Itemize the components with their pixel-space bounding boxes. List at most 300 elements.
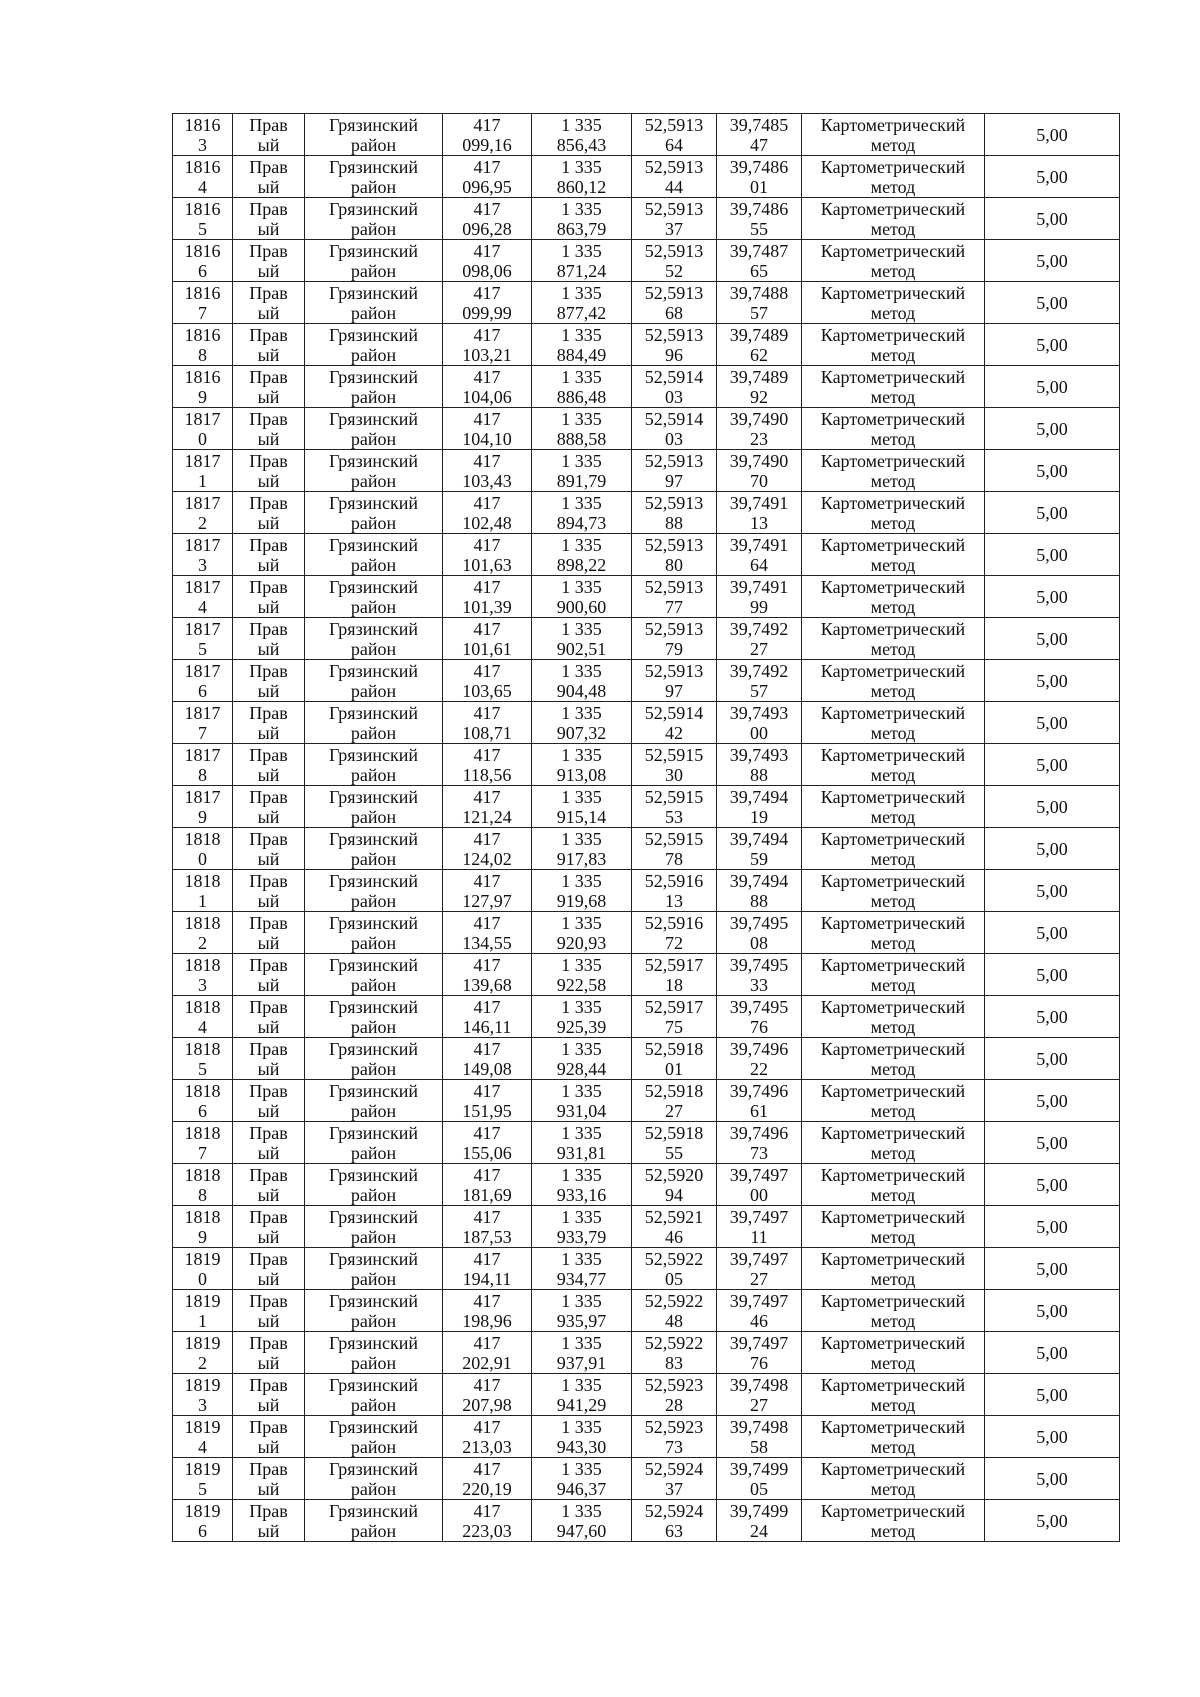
longitude-cell-line: 33 — [750, 974, 768, 995]
point-number-cell-line: 1818 — [184, 1080, 221, 1101]
district-cell-line: Грязинский — [329, 702, 418, 723]
accuracy-cell: 5,00 — [985, 534, 1120, 576]
x-coordinate-cell — [443, 450, 532, 492]
longitude-cell-line: 39,7496 — [729, 1080, 789, 1101]
point-number-cell — [173, 240, 233, 282]
x-coordinate-cell-line: 417 — [473, 1122, 501, 1143]
longitude-cell-line: 62 — [750, 344, 768, 365]
longitude-cell-line: 39,7492 — [729, 618, 789, 639]
y-coordinate-cell-line: 1 335 — [561, 324, 602, 345]
x-coordinate-cell — [443, 660, 532, 702]
table-row — [173, 408, 1120, 450]
bank-side-cell-line: ый — [257, 218, 280, 239]
x-coordinate-cell-line: 417 — [473, 366, 501, 387]
bank-side-cell — [233, 198, 305, 240]
x-coordinate-cell-line: 103,65 — [462, 680, 512, 701]
longitude-cell-line: 24 — [750, 1520, 768, 1541]
point-number-cell-line: 1819 — [184, 1416, 221, 1437]
y-coordinate-cell-line: 1 335 — [561, 450, 602, 471]
x-coordinate-cell-line: 181,69 — [462, 1184, 512, 1205]
bank-side-cell-line: ый — [257, 1100, 280, 1121]
point-number-cell-line: 5 — [198, 1478, 207, 1499]
bank-side-cell — [233, 618, 305, 660]
district-cell-line: Грязинский — [329, 828, 418, 849]
method-cell-line: метод — [870, 1184, 916, 1205]
district-cell-line: Грязинский — [329, 1416, 418, 1437]
longitude-cell-line: 39,7499 — [729, 1500, 789, 1521]
x-coordinate-cell-line: 417 — [473, 1500, 501, 1521]
point-number-cell-line: 1818 — [184, 1206, 221, 1227]
bank-side-cell-line: Прав — [249, 618, 288, 639]
table-row — [173, 1332, 1120, 1374]
accuracy-cell: 5,00 — [985, 1290, 1120, 1332]
method-cell — [802, 1080, 985, 1122]
method-cell-line: Картометрический — [820, 702, 966, 723]
y-coordinate-cell-line: 1 335 — [561, 1500, 602, 1521]
point-number-cell-line: 1819 — [184, 1332, 221, 1353]
longitude-cell — [717, 1500, 802, 1542]
latitude-cell-line: 52,5915 — [644, 828, 704, 849]
bank-side-cell-line: ый — [257, 638, 280, 659]
latitude-cell — [632, 1038, 717, 1080]
latitude-cell-line: 52,5913 — [644, 198, 704, 219]
method-cell-line: Картометрический — [820, 576, 966, 597]
method-cell — [802, 282, 985, 324]
bank-side-cell-line: ый — [257, 176, 280, 197]
method-cell — [802, 324, 985, 366]
latitude-cell-line: 52,5913 — [644, 156, 704, 177]
point-number-cell-line: 5 — [198, 218, 207, 239]
method-cell — [802, 534, 985, 576]
longitude-cell-line: 39,7487 — [729, 240, 789, 261]
longitude-cell-line: 65 — [750, 260, 768, 281]
longitude-cell-line: 39,7495 — [729, 912, 789, 933]
method-cell-line: Картометрический — [820, 996, 966, 1017]
district-cell-line: район — [350, 806, 397, 827]
x-coordinate-cell-line: 151,95 — [462, 1100, 512, 1121]
y-coordinate-cell-line: 919,68 — [556, 890, 607, 911]
y-coordinate-cell — [532, 702, 632, 744]
x-coordinate-cell — [443, 1080, 532, 1122]
district-cell-line: район — [350, 134, 397, 155]
district-cell-line: Грязинский — [329, 240, 418, 261]
x-coordinate-cell-line: 417 — [473, 240, 501, 261]
longitude-cell — [717, 1080, 802, 1122]
point-number-cell — [173, 576, 233, 618]
method-cell-line: метод — [870, 1268, 916, 1289]
district-cell-line: район — [350, 1016, 397, 1037]
method-cell — [802, 870, 985, 912]
y-coordinate-cell — [532, 744, 632, 786]
longitude-cell-line: 13 — [750, 512, 768, 533]
y-coordinate-cell-line: 915,14 — [556, 806, 607, 827]
x-coordinate-cell-line: 223,03 — [462, 1520, 512, 1541]
x-coordinate-cell — [443, 618, 532, 660]
longitude-cell — [717, 114, 802, 156]
point-number-cell-line: 1818 — [184, 828, 221, 849]
method-cell-line: метод — [870, 344, 916, 365]
bank-side-cell-line: Прав — [249, 324, 288, 345]
point-number-cell — [173, 954, 233, 996]
y-coordinate-cell-line: 856,43 — [556, 134, 607, 155]
district-cell-line: район — [350, 176, 397, 197]
longitude-cell — [717, 156, 802, 198]
latitude-cell — [632, 1374, 717, 1416]
x-coordinate-cell-line: 098,06 — [462, 260, 512, 281]
x-coordinate-cell-line: 417 — [473, 1290, 501, 1311]
latitude-cell-line: 52,5913 — [644, 240, 704, 261]
accuracy-cell: 5,00 — [985, 240, 1120, 282]
latitude-cell-line: 52,5923 — [644, 1374, 704, 1395]
longitude-cell-line: 39,7498 — [729, 1374, 789, 1395]
district-cell — [305, 1122, 443, 1164]
longitude-cell — [717, 408, 802, 450]
bank-side-cell — [233, 912, 305, 954]
latitude-cell-line: 52,5913 — [644, 324, 704, 345]
table-row — [173, 1038, 1120, 1080]
method-cell — [802, 1458, 985, 1500]
latitude-cell-line: 52 — [665, 260, 683, 281]
latitude-cell-line: 13 — [665, 890, 683, 911]
x-coordinate-cell-line: 121,24 — [462, 806, 512, 827]
method-cell — [802, 114, 985, 156]
x-coordinate-cell — [443, 1416, 532, 1458]
longitude-cell-line: 39,7491 — [729, 576, 789, 597]
latitude-cell — [632, 1416, 717, 1458]
accuracy-cell: 5,00 — [985, 744, 1120, 786]
district-cell-line: Грязинский — [329, 366, 418, 387]
method-cell — [802, 912, 985, 954]
district-cell-line: район — [350, 1436, 397, 1457]
x-coordinate-cell-line: 417 — [473, 954, 501, 975]
y-coordinate-cell-line: 937,91 — [556, 1352, 607, 1373]
y-coordinate-cell-line: 1 335 — [561, 408, 602, 429]
y-coordinate-cell-line: 931,04 — [556, 1100, 607, 1121]
y-coordinate-cell — [532, 1416, 632, 1458]
bank-side-cell-line: ый — [257, 1016, 280, 1037]
district-cell-line: район — [350, 974, 397, 995]
accuracy-cell: 5,00 — [985, 492, 1120, 534]
longitude-cell-line: 57 — [750, 680, 768, 701]
longitude-cell-line: 57 — [750, 302, 768, 323]
latitude-cell-line: 52,5922 — [644, 1290, 704, 1311]
table-row — [173, 1374, 1120, 1416]
table-row — [173, 534, 1120, 576]
latitude-cell-line: 78 — [665, 848, 683, 869]
district-cell-line: Грязинский — [329, 1332, 418, 1353]
x-coordinate-cell — [443, 1458, 532, 1500]
x-coordinate-cell — [443, 786, 532, 828]
latitude-cell-line: 73 — [665, 1436, 683, 1457]
bank-side-cell — [233, 114, 305, 156]
y-coordinate-cell — [532, 198, 632, 240]
y-coordinate-cell-line: 863,79 — [556, 218, 607, 239]
longitude-cell-line: 39,7491 — [729, 492, 789, 513]
district-cell — [305, 828, 443, 870]
longitude-cell-line: 27 — [750, 1268, 768, 1289]
accuracy-cell: 5,00 — [985, 996, 1120, 1038]
bank-side-cell-line: Прав — [249, 1080, 288, 1101]
method-cell — [802, 954, 985, 996]
x-coordinate-cell — [443, 492, 532, 534]
method-cell-line: Картометрический — [820, 1332, 966, 1353]
district-cell — [305, 1080, 443, 1122]
longitude-cell-line: 76 — [750, 1016, 768, 1037]
longitude-cell — [717, 702, 802, 744]
district-cell — [305, 156, 443, 198]
point-number-cell-line: 8 — [198, 1184, 207, 1205]
x-coordinate-cell-line: 417 — [473, 576, 501, 597]
bank-side-cell — [233, 492, 305, 534]
longitude-cell — [717, 996, 802, 1038]
method-cell-line: Картометрический — [820, 1038, 966, 1059]
point-number-cell-line: 1817 — [184, 786, 221, 807]
method-cell-line: Картометрический — [820, 324, 966, 345]
y-coordinate-cell — [532, 828, 632, 870]
y-coordinate-cell-line: 871,24 — [556, 260, 607, 281]
x-coordinate-cell — [443, 324, 532, 366]
bank-side-cell-line: Прав — [249, 828, 288, 849]
point-number-cell-line: 7 — [198, 1142, 207, 1163]
bank-side-cell-line: ый — [257, 806, 280, 827]
latitude-cell-line: 28 — [665, 1394, 683, 1415]
longitude-cell — [717, 198, 802, 240]
point-number-cell-line: 1819 — [184, 1374, 221, 1395]
longitude-cell — [717, 324, 802, 366]
point-number-cell-line: 1816 — [184, 366, 221, 387]
method-cell-line: метод — [870, 806, 916, 827]
latitude-cell-line: 53 — [665, 806, 683, 827]
y-coordinate-cell-line: 1 335 — [561, 534, 602, 555]
x-coordinate-cell-line: 417 — [473, 1332, 501, 1353]
bank-side-cell-line: ый — [257, 260, 280, 281]
y-coordinate-cell-line: 1 335 — [561, 996, 602, 1017]
longitude-cell-line: 39,7486 — [729, 198, 789, 219]
bank-side-cell — [233, 534, 305, 576]
accuracy-cell: 5,00 — [985, 156, 1120, 198]
latitude-cell-line: 52,5913 — [644, 492, 704, 513]
district-cell-line: Грязинский — [329, 1500, 418, 1521]
point-number-cell-line: 4 — [198, 1016, 207, 1037]
latitude-cell-line: 52,5913 — [644, 534, 704, 555]
district-cell-line: район — [350, 260, 397, 281]
district-cell — [305, 1500, 443, 1542]
x-coordinate-cell-line: 096,95 — [462, 176, 512, 197]
longitude-cell — [717, 1458, 802, 1500]
accuracy-cell: 5,00 — [985, 1500, 1120, 1542]
bank-side-cell-line: Прав — [249, 114, 288, 135]
method-cell-line: метод — [870, 554, 916, 575]
longitude-cell-line: 88 — [750, 890, 768, 911]
method-cell-line: Картометрический — [820, 492, 966, 513]
accuracy-cell: 5,00 — [985, 1458, 1120, 1500]
point-number-cell — [173, 324, 233, 366]
table-row — [173, 324, 1120, 366]
bank-side-cell-line: Прав — [249, 1500, 288, 1521]
latitude-cell — [632, 1458, 717, 1500]
bank-side-cell — [233, 702, 305, 744]
y-coordinate-cell-line: 1 335 — [561, 1206, 602, 1227]
y-coordinate-cell-line: 1 335 — [561, 282, 602, 303]
y-coordinate-cell — [532, 324, 632, 366]
method-cell-line: метод — [870, 218, 916, 239]
method-cell — [802, 702, 985, 744]
point-number-cell-line: 2 — [198, 932, 207, 953]
point-number-cell-line: 1817 — [184, 450, 221, 471]
bank-side-cell-line: ый — [257, 134, 280, 155]
point-number-cell — [173, 198, 233, 240]
accuracy-cell: 5,00 — [985, 1164, 1120, 1206]
x-coordinate-cell-line: 417 — [473, 1164, 501, 1185]
table-row — [173, 282, 1120, 324]
bank-side-cell — [233, 996, 305, 1038]
bank-side-cell — [233, 324, 305, 366]
method-cell-line: Картометрический — [820, 954, 966, 975]
bank-side-cell-line: Прав — [249, 786, 288, 807]
method-cell — [802, 1206, 985, 1248]
x-coordinate-cell — [443, 1206, 532, 1248]
latitude-cell-line: 52,5915 — [644, 744, 704, 765]
method-cell-line: метод — [870, 638, 916, 659]
method-cell — [802, 240, 985, 282]
y-coordinate-cell — [532, 1206, 632, 1248]
method-cell-line: Картометрический — [820, 198, 966, 219]
bank-side-cell-line: ый — [257, 1226, 280, 1247]
longitude-cell-line: 64 — [750, 554, 768, 575]
longitude-cell-line: 88 — [750, 764, 768, 785]
bank-side-cell — [233, 1206, 305, 1248]
x-coordinate-cell — [443, 1500, 532, 1542]
y-coordinate-cell-line: 894,73 — [556, 512, 607, 533]
x-coordinate-cell-line: 127,97 — [462, 890, 512, 911]
accuracy-cell: 5,00 — [985, 114, 1120, 156]
district-cell-line: район — [350, 1310, 397, 1331]
method-cell-line: метод — [870, 1226, 916, 1247]
district-cell — [305, 618, 443, 660]
y-coordinate-cell-line: 860,12 — [556, 176, 607, 197]
method-cell — [802, 408, 985, 450]
point-number-cell-line: 5 — [198, 1058, 207, 1079]
bank-side-cell-line: Прав — [249, 1164, 288, 1185]
latitude-cell-line: 52,5922 — [644, 1248, 704, 1269]
y-coordinate-cell-line: 943,30 — [556, 1436, 607, 1457]
point-number-cell-line: 1816 — [184, 324, 221, 345]
district-cell-line: район — [350, 1268, 397, 1289]
table-row — [173, 660, 1120, 702]
x-coordinate-cell-line: 134,55 — [462, 932, 512, 953]
method-cell-line: метод — [870, 302, 916, 323]
x-coordinate-cell — [443, 534, 532, 576]
latitude-cell-line: 05 — [665, 1268, 683, 1289]
latitude-cell — [632, 702, 717, 744]
district-cell-line: район — [350, 1520, 397, 1541]
latitude-cell — [632, 576, 717, 618]
longitude-cell — [717, 534, 802, 576]
bank-side-cell-line: ый — [257, 932, 280, 953]
latitude-cell-line: 03 — [665, 428, 683, 449]
point-number-cell — [173, 156, 233, 198]
bank-side-cell — [233, 744, 305, 786]
y-coordinate-cell — [532, 870, 632, 912]
latitude-cell-line: 83 — [665, 1352, 683, 1373]
bank-side-cell-line: ый — [257, 302, 280, 323]
point-number-cell-line: 1817 — [184, 576, 221, 597]
bank-side-cell-line: ый — [257, 1436, 280, 1457]
table-row — [173, 114, 1120, 156]
point-number-cell-line: 1818 — [184, 1164, 221, 1185]
latitude-cell-line: 52,5913 — [644, 660, 704, 681]
table-body — [173, 114, 1120, 1542]
x-coordinate-cell-line: 417 — [473, 870, 501, 891]
x-coordinate-cell — [443, 408, 532, 450]
longitude-cell-line: 39,7497 — [729, 1206, 789, 1227]
table-row — [173, 702, 1120, 744]
latitude-cell-line: 79 — [665, 638, 683, 659]
longitude-cell-line: 39,7494 — [729, 870, 789, 891]
district-cell-line: район — [350, 218, 397, 239]
district-cell-line: Грязинский — [329, 114, 418, 135]
district-cell-line: район — [350, 1100, 397, 1121]
method-cell — [802, 366, 985, 408]
latitude-cell — [632, 408, 717, 450]
bank-side-cell — [233, 408, 305, 450]
point-number-cell-line: 1816 — [184, 114, 221, 135]
longitude-cell-line: 39,7489 — [729, 324, 789, 345]
district-cell-line: район — [350, 596, 397, 617]
bank-side-cell-line: Прав — [249, 912, 288, 933]
table-row — [173, 996, 1120, 1038]
point-number-cell-line: 1818 — [184, 1038, 221, 1059]
latitude-cell-line: 46 — [665, 1226, 683, 1247]
district-cell — [305, 534, 443, 576]
longitude-cell — [717, 828, 802, 870]
table-row — [173, 1290, 1120, 1332]
latitude-cell-line: 52,5916 — [644, 870, 704, 891]
point-number-cell-line: 1817 — [184, 702, 221, 723]
latitude-cell-line: 48 — [665, 1310, 683, 1331]
method-cell-line: Картометрический — [820, 1500, 966, 1521]
method-cell — [802, 660, 985, 702]
district-cell-line: Грязинский — [329, 198, 418, 219]
y-coordinate-cell-line: 933,16 — [556, 1184, 607, 1205]
bank-side-cell-line: ый — [257, 1142, 280, 1163]
y-coordinate-cell — [532, 912, 632, 954]
y-coordinate-cell-line: 1 335 — [561, 954, 602, 975]
x-coordinate-cell — [443, 366, 532, 408]
x-coordinate-cell-line: 417 — [473, 1038, 501, 1059]
point-number-cell — [173, 702, 233, 744]
y-coordinate-cell — [532, 366, 632, 408]
point-number-cell-line: 1 — [198, 1310, 207, 1331]
latitude-cell — [632, 1122, 717, 1164]
latitude-cell — [632, 660, 717, 702]
point-number-cell-line: 1 — [198, 470, 207, 491]
y-coordinate-cell-line: 1 335 — [561, 1374, 602, 1395]
y-coordinate-cell-line: 913,08 — [556, 764, 607, 785]
y-coordinate-cell-line: 1 335 — [561, 366, 602, 387]
point-number-cell-line: 3 — [198, 974, 207, 995]
x-coordinate-cell-line: 198,96 — [462, 1310, 512, 1331]
point-number-cell-line: 6 — [198, 680, 207, 701]
bank-side-cell — [233, 366, 305, 408]
accuracy-cell: 5,00 — [985, 324, 1120, 366]
y-coordinate-cell-line: 1 335 — [561, 1332, 602, 1353]
x-coordinate-cell-line: 104,06 — [462, 386, 512, 407]
x-coordinate-cell-line: 104,10 — [462, 428, 512, 449]
y-coordinate-cell-line: 1 335 — [561, 744, 602, 765]
accuracy-cell: 5,00 — [985, 870, 1120, 912]
district-cell-line: Грязинский — [329, 954, 418, 975]
